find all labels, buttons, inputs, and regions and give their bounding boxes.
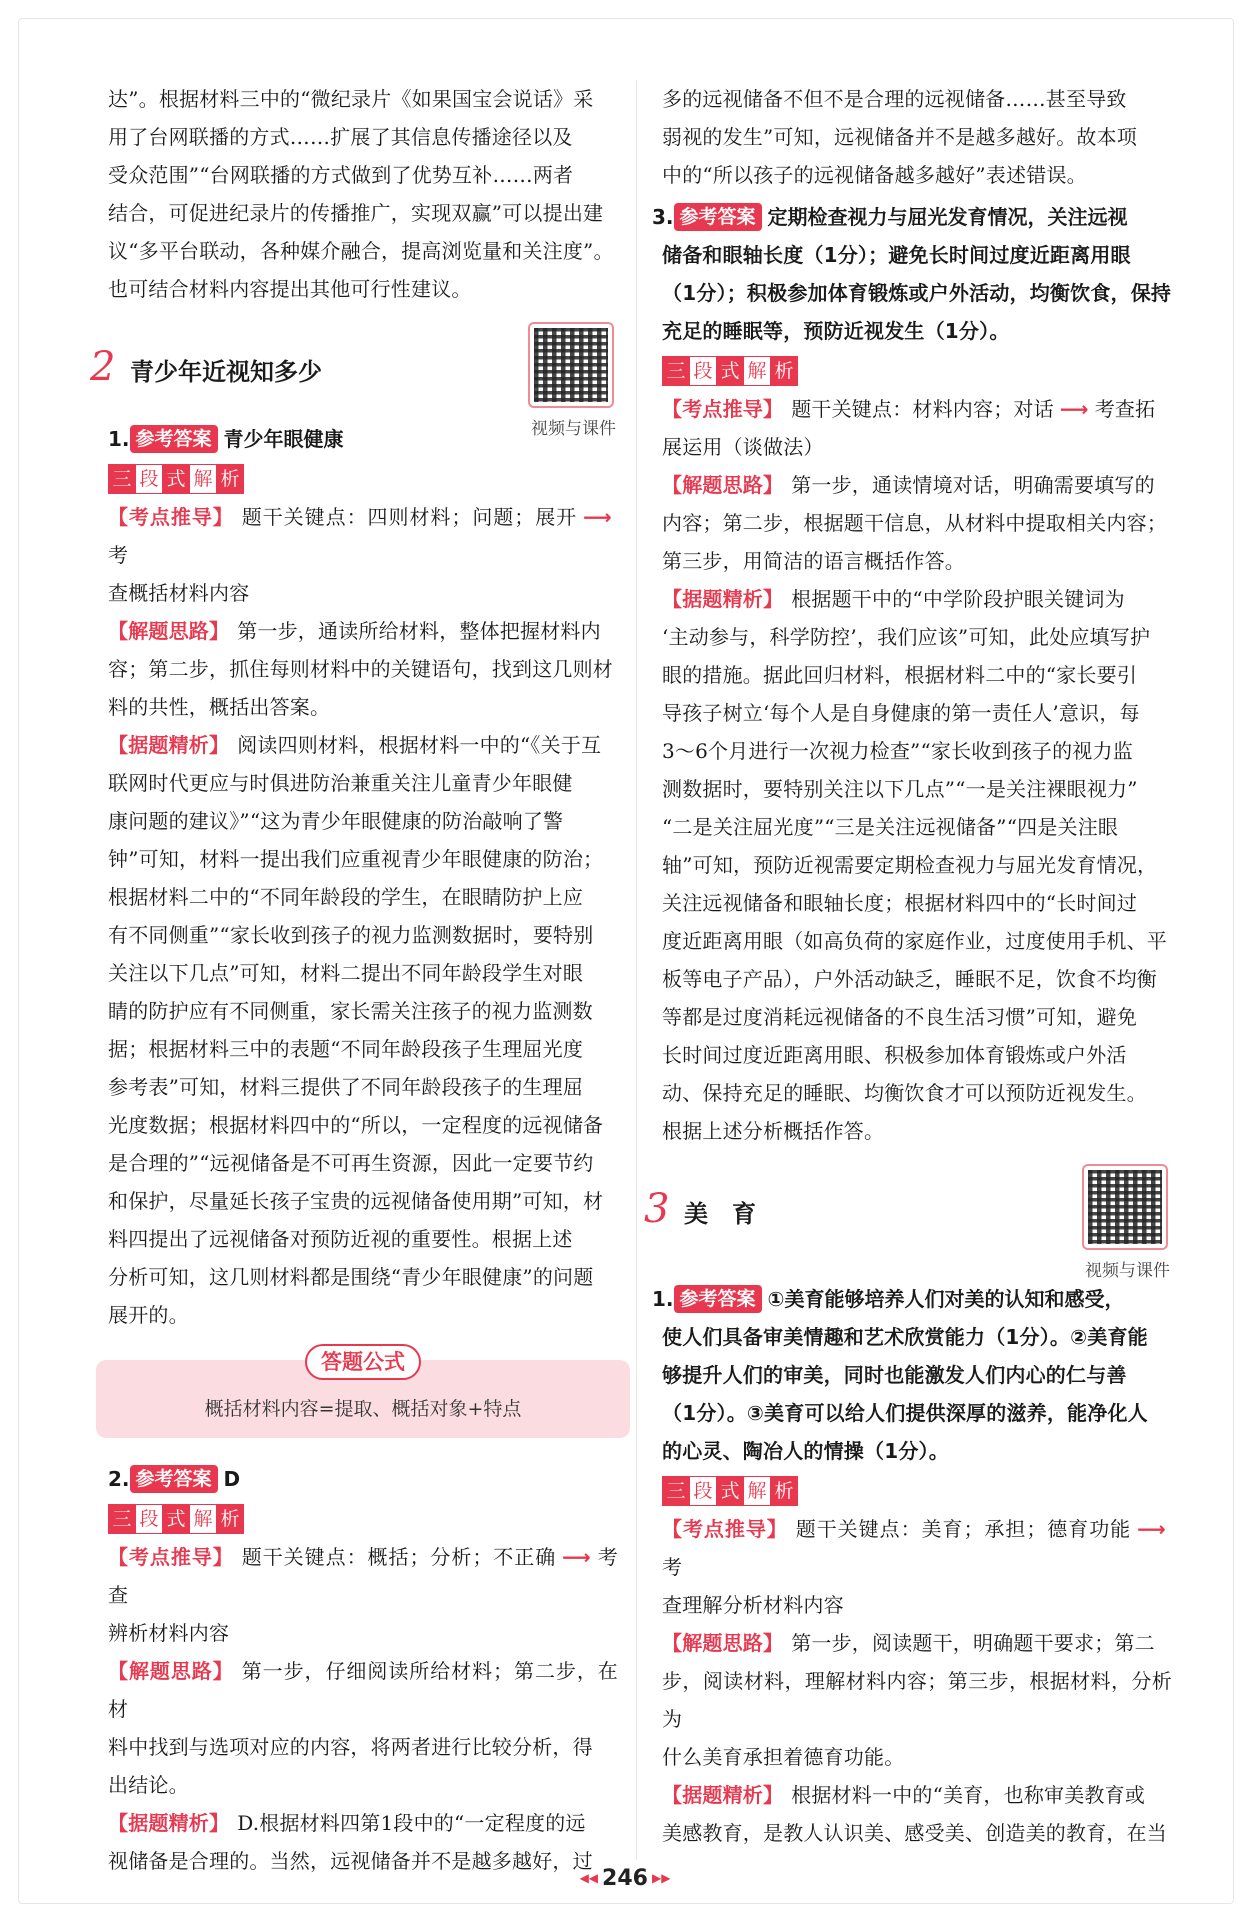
left-triangle-icon: ◀◀ (579, 1871, 599, 1885)
text-line: 板等电子产品），户外活动缺乏，睡眠不足，饮食不均衡 (662, 967, 1157, 991)
silu-label: 【解题思路】 (662, 473, 784, 497)
kaodian-target-line: 查理解分析材料内容 (662, 1593, 844, 1617)
text-line: 美感教育，是教人认识美、感受美、创造美的教育，在当 (662, 1821, 1167, 1845)
question-number: 1. (108, 427, 130, 451)
badge-char: 析 (770, 356, 798, 386)
text-line: 料四提出了远视储备对预防近视的重要性。根据上述 (108, 1227, 573, 1251)
page-number-text: 246 (602, 1866, 648, 1891)
badge-char: 段 (689, 1476, 717, 1506)
qr-caption: 视频与课件 (531, 419, 616, 439)
badge-char: 段 (135, 464, 163, 494)
text-line: 导孩子树立‘每个人是自身健康的第一责任人’意识，每 (662, 701, 1140, 725)
arrow-icon: ⟶ (1059, 397, 1089, 421)
answer-text: ①美育能够培养人们对美的认知和感受， (767, 1287, 1125, 1311)
kaodian-target: 考 (662, 1555, 683, 1579)
text-line: 参考表”可知，材料三提供了不同年龄段孩子的生理屈 (108, 1075, 584, 1099)
text-line: 是合理的”“远视储备是不可再生资源，因此一定要节约 (108, 1151, 594, 1175)
jingxi-line (108, 1804, 618, 1842)
right-column (644, 80, 1172, 1852)
badge-char: 段 (135, 1504, 163, 1534)
text-line: 容；第二步，抓住每则材料中的关键语句，找到这几则材 (108, 657, 613, 681)
text-line: 关注以下几点”可知，材料二提出不同年龄段学生对眼 (108, 961, 584, 985)
answer-text: 够提升人们的审美，同时也能激发人们内心的仁与善 (662, 1363, 1127, 1387)
badge-char: 三 (662, 1476, 690, 1506)
text-line: 分析可知，这几则材料都是围绕“青少年眼健康”的问题 (108, 1265, 594, 1289)
text-line: “二是关注屈光度”“三是关注远视储备”“四是关注眼 (662, 815, 1119, 839)
text-line: 根据材料一中的“美育，也称审美教育或 (791, 1783, 1146, 1807)
text-line: 什么美育承担着德育功能。 (662, 1745, 905, 1769)
badge-char: 三 (662, 356, 690, 386)
text-line: 阅读四则材料，根据材料一中的“《关于互 (237, 733, 602, 757)
kaodian-label: 【考点推导】 (662, 397, 784, 421)
section-3-question-1-block (652, 1280, 1172, 1852)
text-line: 第一步，仔细阅读所给材料；第二步，在材 (108, 1659, 618, 1721)
text-line: 第一步，通读情境对话，明确需要填写的 (791, 473, 1155, 497)
arrow-icon: ⟶ (562, 1545, 592, 1569)
answer-text: 的心灵、陶冶人的情操（1分）。 (662, 1439, 949, 1463)
badge-char: 析 (770, 1476, 798, 1506)
kaodian-text: 题干关键点：四则材料；问题；展开 (241, 505, 578, 529)
answer-tag: 参考答案 (130, 1465, 218, 1493)
analysis-badge (662, 356, 1172, 386)
text-line: 中的“所以孩子的远视储备越多越好”表述错误。 (662, 163, 1087, 187)
text-line: 视储备是合理的。当然，远视储备并不是越多越好，过 (108, 1849, 593, 1873)
kaodian-target: 考查 (108, 1545, 619, 1607)
kaodian-line (108, 498, 618, 574)
text-line: 出结论。 (108, 1773, 189, 1797)
kaodian-target: 考查拓 (1094, 397, 1156, 421)
kaodian-target-line: 展运用（谈做法） (662, 435, 824, 459)
jingxi-label: 【据题精析】 (662, 1783, 784, 1807)
text-line: 料的共性，概括出答案。 (108, 695, 331, 719)
jingxi-label: 【据题精析】 (108, 1811, 230, 1835)
text-line: 轴”可知，预防近视需要定期检查视力与屈光发育情况， (662, 853, 1158, 877)
answer-line (108, 1460, 618, 1498)
badge-char: 式 (162, 464, 190, 494)
left-column (90, 80, 619, 1880)
page-number (0, 1866, 1250, 1891)
section-title: 青少年近视知多少 (130, 358, 322, 386)
text-line: 受众范围”“台网联播的方式做到了优势互补……两者 (108, 163, 574, 187)
jingxi-line (662, 580, 1172, 618)
kaodian-text: 题干关键点：概括；分析；不正确 (241, 1545, 557, 1569)
badge-char: 析 (216, 464, 244, 494)
analysis-badge (108, 1504, 618, 1534)
text-line: 料中找到与选项对应的内容，将两者进行比较分析，得 (108, 1735, 593, 1759)
text-line: ‘主动参与，科学防控’，我们应该”可知，此处应填写护 (662, 625, 1151, 649)
text-line: 多的远视储备不但不是合理的远视储备……甚至导致 (662, 87, 1127, 111)
badge-char: 析 (216, 1504, 244, 1534)
answer-text: 储备和眼轴长度（1分）；避免长时间过度近距离用眼 (662, 243, 1131, 267)
qr-caption: 视频与课件 (1085, 1261, 1170, 1281)
answer-line (652, 198, 1172, 236)
jingxi-line (108, 726, 618, 764)
analysis-badge (662, 1476, 1172, 1506)
badge-char: 式 (716, 356, 744, 386)
answer-text: 青少年眼健康 (223, 427, 344, 451)
answer-text: 使人们具备审美情趣和艺术欣赏能力（1分）。②美育能 (662, 1325, 1148, 1349)
badge-char: 三 (108, 464, 136, 494)
silu-line (108, 1652, 618, 1728)
badge-char: 式 (716, 1476, 744, 1506)
text-line: 和保护，尽量延长孩子宝贵的远视储备使用期”可知，材 (108, 1189, 604, 1213)
question-3-block (652, 198, 1172, 1150)
text-line: 等都是过度消耗远视储备的不良生活习惯”可知，避免 (662, 1005, 1138, 1029)
section-number: 2 (90, 344, 116, 390)
text-line: 议“多平台联动，各种媒介融合，提高浏览量和关注度”。 (108, 239, 614, 263)
text-line: 眼的措施。据此回归材料，根据材料二中的“家长要引 (662, 663, 1138, 687)
text-line: 展开的。 (108, 1303, 189, 1327)
text-line: 根据上述分析概括作答。 (662, 1119, 885, 1143)
badge-char: 段 (689, 356, 717, 386)
column-divider (636, 80, 637, 1860)
text-line: D.根据材料四第1段中的“一定程度的远 (237, 1811, 586, 1835)
text-line: 有不同侧重”“家长收到孩子的视力监测数据时，要特别 (108, 923, 594, 947)
analysis-badge (108, 464, 618, 494)
answer-text: （1分）；积极参加体育锻炼或户外活动，均衡饮食，保持 (662, 281, 1172, 305)
text-line: 弱视的发生”可知，远视储备并不是越多越好。故本项 (662, 125, 1138, 149)
kaodian-line (662, 1510, 1172, 1586)
answer-tag: 参考答案 (130, 425, 218, 453)
question-number: 3. (652, 205, 674, 229)
question-2-block (108, 1460, 618, 1880)
answer-tag: 参考答案 (674, 203, 762, 231)
text-line: 长时间过度近距离用眼、积极参加体育锻炼或户外活 (662, 1043, 1127, 1067)
text-line: 也可结合材料内容提出其他可行性建议。 (108, 277, 472, 301)
formula-text: 概括材料内容=提取、概括对象+特点 (204, 1398, 522, 1420)
text-line: 达”。根据材料三中的“微纪录片《如果国宝会说话》采 (108, 87, 594, 111)
badge-char: 式 (162, 1504, 190, 1534)
text-line: 根据题干中的“中学阶段护眼关键词为 (791, 587, 1125, 611)
answer-text: （1分）。③美育可以给人们提供深厚的滋养，能净化人 (662, 1401, 1148, 1425)
kaodian-text: 题干关键点：材料内容；对话 (791, 397, 1054, 421)
arrow-icon: ⟶ (1137, 1517, 1166, 1541)
text-line: 联网时代更应与时俱进防治兼重关注儿童青少年眼健 (108, 771, 573, 795)
kaodian-target-line: 辨析材料内容 (108, 1621, 230, 1645)
text-line: 康问题的建议》”“这为青少年眼健康的防治敲响了警 (108, 809, 564, 833)
text-line: 度近距离用眼（如高负荷的家庭作业，过度使用手机、平 (662, 929, 1167, 953)
text-line: 结合，可促进纪录片的传播推广，实现双赢”可以提出建 (108, 201, 604, 225)
answer-text: 定期检查视力与屈光发育情况，关注远视 (767, 205, 1128, 229)
text-line: 据；根据材料三中的表题“不同年龄段孩子生理屈光度 (108, 1037, 584, 1061)
answer-tag: 参考答案 (674, 1285, 762, 1313)
text-line: 第三步，用简洁的语言概括作答。 (662, 549, 965, 573)
text-line: 第一步，通读所给材料，整体把握材料内 (237, 619, 601, 643)
answer-text: D (223, 1467, 241, 1491)
silu-line (108, 612, 618, 650)
text-line: 步，阅读材料，理解材料内容；第三步，根据材料，分析为 (662, 1669, 1172, 1731)
question-number: 2. (108, 1467, 130, 1491)
text-line: 测数据时，要特别关注以下几点”“一是关注裸眼视力” (662, 777, 1138, 801)
badge-char: 三 (108, 1504, 136, 1534)
formula-title: 答题公式 (305, 1344, 421, 1380)
silu-line (662, 466, 1172, 504)
badge-char: 解 (743, 356, 771, 386)
text-line: 根据材料二中的“不同年龄段的学生，在眼睛防护上应 (108, 885, 584, 909)
text-line: 第一步，阅读题干，明确题干要求；第二 (791, 1631, 1155, 1655)
jingxi-label: 【据题精析】 (108, 733, 230, 757)
kaodian-label: 【考点推导】 (108, 505, 234, 529)
kaodian-line (662, 390, 1172, 428)
answer-text: 充足的睡眠等，预防近视发生（1分）。 (662, 319, 1010, 343)
badge-char: 解 (189, 464, 217, 494)
text-line: 钟”可知，材料一提出我们应重视青少年眼健康的防治； (108, 847, 604, 871)
kaodian-line (108, 1538, 618, 1614)
kaodian-target: 考 (108, 543, 129, 567)
badge-char: 解 (743, 1476, 771, 1506)
qr-code-icon[interactable] (1082, 1164, 1168, 1250)
right-triangle-icon: ▶▶ (651, 1871, 671, 1885)
text-line: 光度数据；根据材料四中的“所以，一定程度的远视储备 (108, 1113, 604, 1137)
kaodian-target-line: 查概括材料内容 (108, 581, 250, 605)
silu-label: 【解题思路】 (108, 1659, 234, 1683)
text-line: 关注远视储备和眼轴长度；根据材料四中的“长时间过 (662, 891, 1138, 915)
kaodian-text: 题干关键点：美育；承担；德育功能 (795, 1517, 1132, 1541)
section-number: 3 (644, 1186, 670, 1232)
jingxi-line (662, 1776, 1172, 1814)
text-line: 内容；第二步，根据题干信息，从材料中提取相关内容； (662, 511, 1167, 535)
badge-char: 解 (189, 1504, 217, 1534)
question-1-block (108, 420, 618, 1334)
silu-label: 【解题思路】 (108, 619, 230, 643)
section-3-header (644, 1168, 1172, 1281)
kaodian-label: 【考点推导】 (662, 1517, 788, 1541)
silu-label: 【解题思路】 (662, 1631, 784, 1655)
question-number: 1. (652, 1287, 674, 1311)
arrow-icon: ⟶ (583, 505, 612, 529)
text-line: 动、保持充足的睡眠、均衡饮食才可以预防近视发生。 (662, 1081, 1147, 1105)
text-line: 用了台网联播的方式……扩展了其信息传播途径以及 (108, 125, 573, 149)
intro-paragraph (108, 80, 618, 308)
answer-formula-box (96, 1350, 630, 1438)
silu-line (662, 1624, 1172, 1662)
kaodian-label: 【考点推导】 (108, 1545, 234, 1569)
qr-code-icon[interactable] (528, 322, 614, 408)
text-line: 3～6个月进行一次视力检查”“家长收到孩子的视力监 (662, 739, 1133, 763)
jingxi-label: 【据题精析】 (662, 587, 784, 611)
section-title: 美 育 (684, 1200, 756, 1228)
text-line: 睛的防护应有不同侧重，家长需关注孩子的视力监测数 (108, 999, 593, 1023)
answer-line (652, 1280, 1172, 1318)
